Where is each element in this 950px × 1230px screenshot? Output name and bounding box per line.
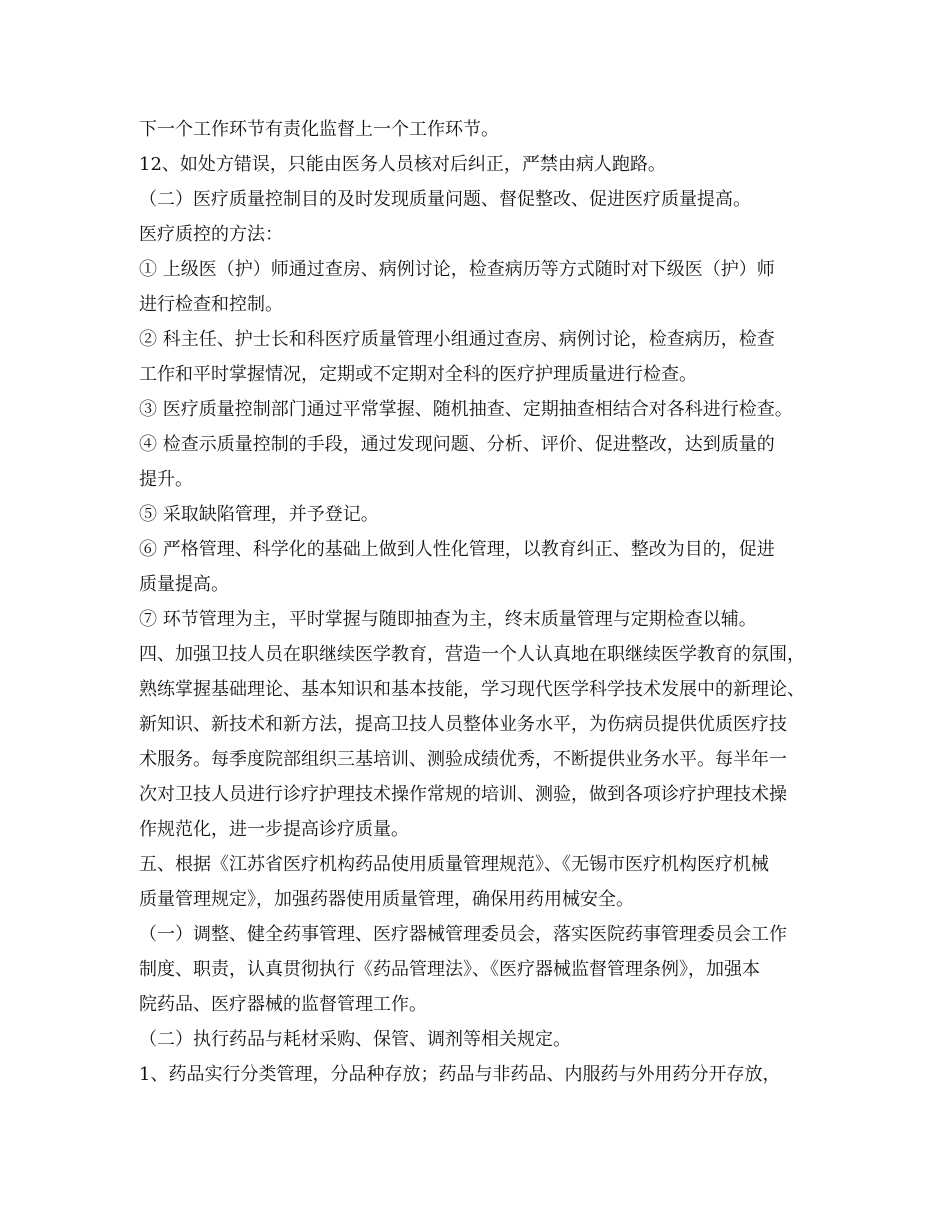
text-line: ⑤ 采取缺陷管理，并予登记。 bbox=[139, 504, 379, 525]
text-line: （一）调整、健全药事管理、医疗器械管理委员会，落实医院药事管理委员会工作 bbox=[139, 924, 787, 945]
text-line: 制度、职责，认真贯彻执行《药品管理法》、《医疗器械监督管理条例》，加强本 bbox=[139, 959, 760, 980]
text-line: 新知识、新技术和新方法，提高卫技人员整体业务水平，为伤病员提供优质医疗技 bbox=[139, 714, 787, 735]
text-line: ⑥ 严格管理、科学化的基础上做到人性化管理，以教育纠正、整改为目的，促进 bbox=[139, 539, 775, 560]
text-line: 进行检查和控制。 bbox=[139, 294, 283, 315]
text-line: 五、根据《江苏省医疗机构药品使用质量管理规范》、《无锡市医疗机构医疗机械 bbox=[139, 854, 769, 875]
text-line: 工作和平时掌握情况，定期或不定期对全科的医疗护理质量进行检查。 bbox=[139, 364, 697, 385]
text-line: 次对卫技人员进行诊疗护理技术操作常规的培训、测验，做到各项诊疗护理技术操 bbox=[139, 784, 787, 805]
text-line: ⑦ 环节管理为主，平时掌握与随即抽查为主，终末质量管理与定期检查以辅。 bbox=[139, 609, 757, 630]
text-line: ④ 检查示质量控制的手段，通过发现问题、分析、评价、促进整改，达到质量的 bbox=[139, 434, 775, 455]
text-line: 熟练掌握基础理论、基本知识和基本技能，学习现代医学科学技术发展中的新理论、 bbox=[139, 679, 805, 700]
text-line: ① 上级医（护）师通过查房、病例讨论，检查病历等方式随时对下级医（护）师 bbox=[139, 259, 775, 280]
text-line: （二）执行药品与耗材采购、保管、调剂等相关规定。 bbox=[139, 1029, 571, 1050]
text-line: 四、加强卫技人员在职继续医学教育，营造一个人认真地在职继续医学教育的氛围， bbox=[139, 644, 805, 665]
text-line: 院药品、医疗器械的监督管理工作。 bbox=[139, 994, 427, 1015]
text-line: 下一个工作环节有责化监督上一个工作环节。 bbox=[139, 119, 499, 140]
text-line: 12、如处方错误，只能由医务人员核对后纠正，严禁由病人跑路。 bbox=[139, 154, 666, 175]
document-body bbox=[139, 112, 839, 1092]
text-line: ② 科主任、护士长和科医疗质量管理小组通过查房、病例讨论，检查病历，检查 bbox=[139, 329, 775, 350]
text-line: 术服务。每季度院部组织三基培训、测验成绩优秀，不断提供业务水平。每半年一 bbox=[139, 749, 787, 770]
text-line: 作规范化，进一步提高诊疗质量。 bbox=[139, 819, 409, 840]
text-line: （二）医疗质量控制目的及时发现质量问题、督促整改、促进医疗质量提高。 bbox=[139, 189, 751, 210]
text-line: 质量提高。 bbox=[139, 574, 229, 595]
text-line: 质量管理规定》，加强药器使用质量管理，确保用药用械安全。 bbox=[139, 889, 634, 910]
text-line: 提升。 bbox=[139, 469, 193, 490]
text-line: 医疗质控的方法： bbox=[139, 224, 283, 245]
text-line: 1、药品实行分类管理，分品种存放；药品与非药品、内服药与外用药分开存放， bbox=[139, 1064, 781, 1085]
text-line: ③ 医疗质量控制部门通过平常掌握、随机抽查、定期抽查相结合对各科进行检查。 bbox=[139, 399, 793, 420]
